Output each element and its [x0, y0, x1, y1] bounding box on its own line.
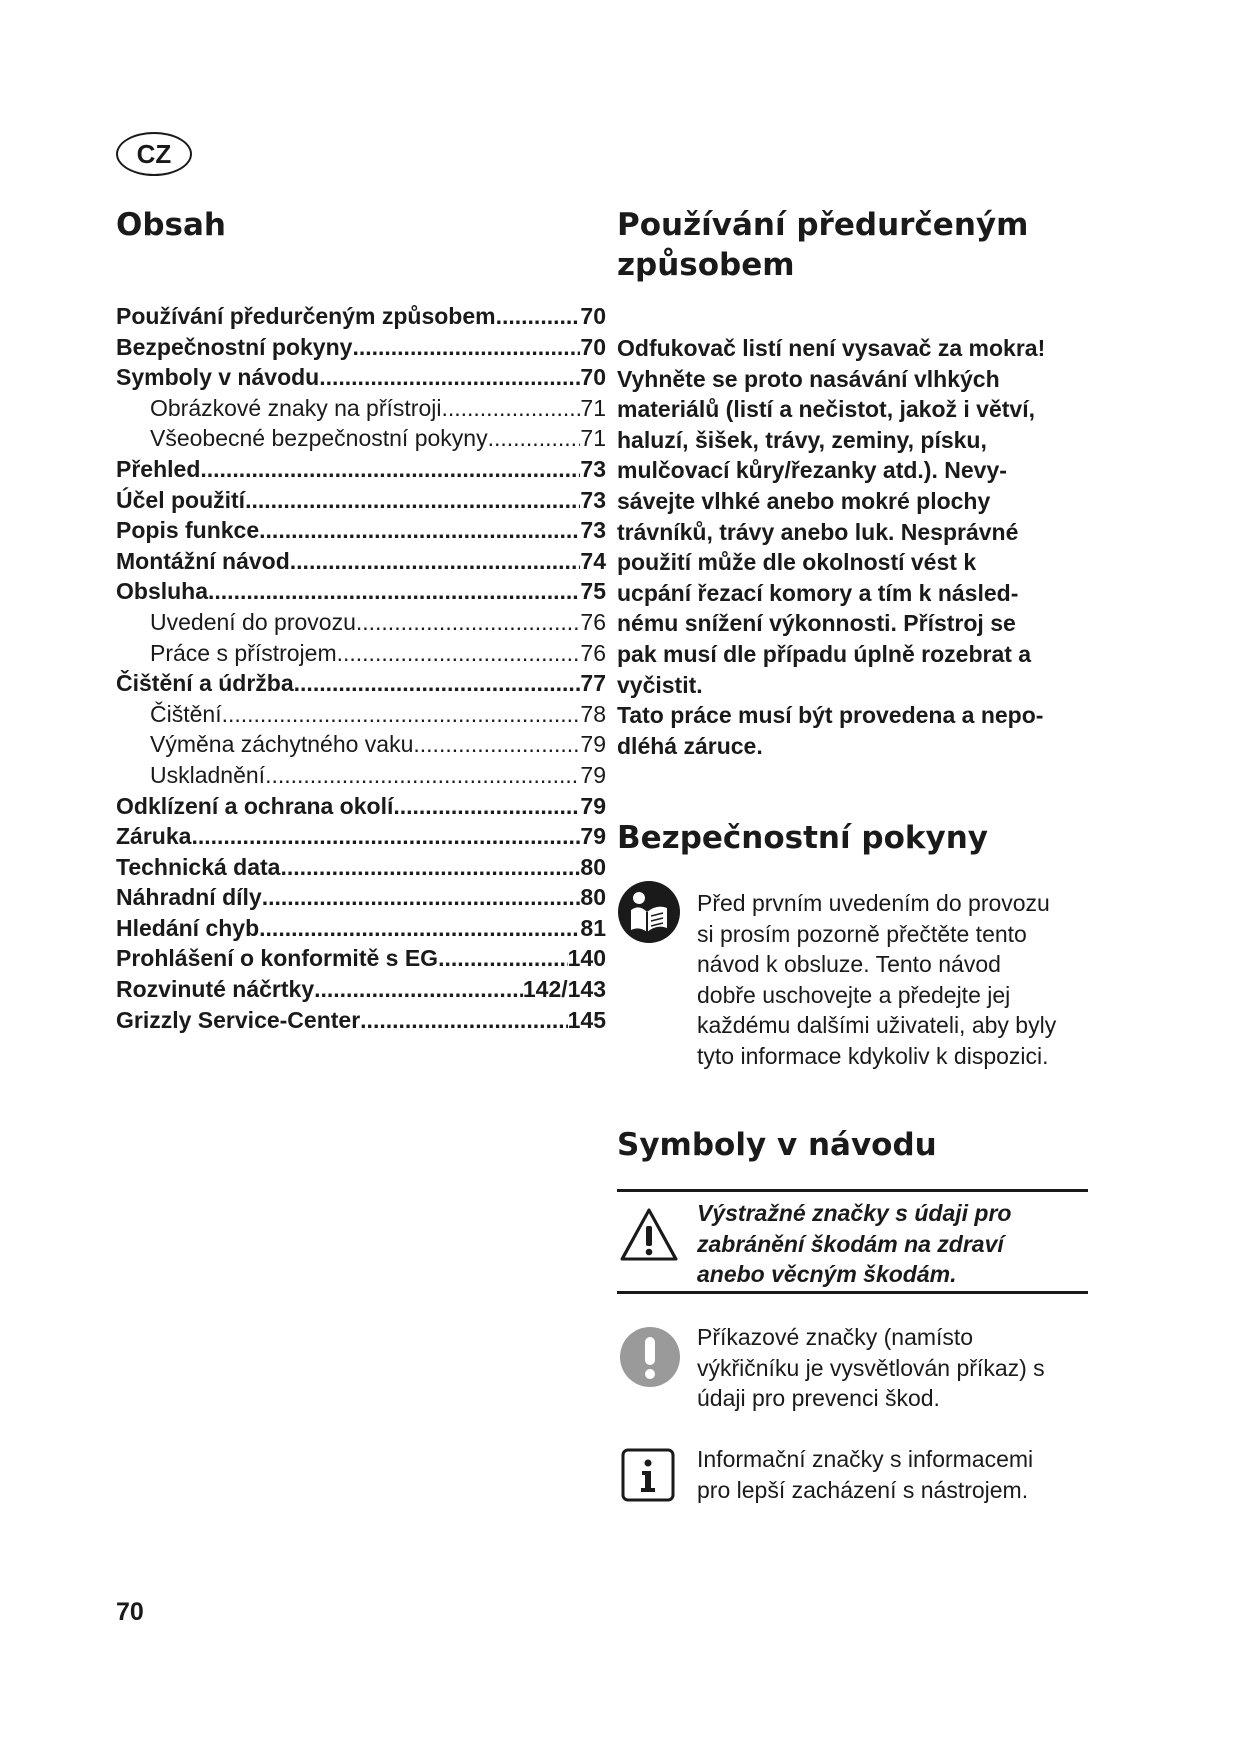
toc-leader-dots — [352, 334, 580, 361]
toc-entry-page: 73 — [580, 517, 606, 544]
intended-use-heading-line2: způsobem — [617, 247, 795, 283]
toc-entry-page: 76 — [580, 608, 606, 635]
toc-entry-page: 79 — [580, 731, 606, 758]
toc-entry-title: Uvedení do provozu — [150, 608, 356, 635]
safety-line: dobře uschovejte a předejte jej — [697, 981, 1011, 1008]
intended-use-line: nému snížení výkonnosti. Přístroj se — [617, 610, 1016, 637]
toc-entry-page: 73 — [580, 455, 606, 482]
toc-entry-page: 70 — [580, 333, 606, 360]
toc-entry-title: Všeobecné bezpečnostní pokyny — [150, 425, 488, 452]
safety-line: Před prvním uvedením do provozu — [697, 890, 1050, 916]
intended-use-text — [617, 333, 1137, 761]
safety-line: tyto informace kdykoliv k dispozici. — [697, 1042, 1049, 1069]
toc-leader-dots — [496, 303, 581, 330]
toc-entry-page: 79 — [580, 823, 606, 850]
toc-leader-dots — [259, 915, 580, 942]
toc-entry-title: Montážní návod — [116, 547, 290, 574]
toc-entry-page: 76 — [580, 639, 606, 666]
toc-entry[interactable] — [116, 670, 606, 701]
toc-entry[interactable] — [116, 701, 606, 732]
toc-entry[interactable] — [116, 976, 606, 1007]
toc-entry[interactable] — [116, 334, 606, 365]
toc-entry[interactable] — [116, 456, 606, 487]
info-icon — [621, 1448, 675, 1502]
table-of-contents — [116, 303, 606, 1037]
toc-entry-page: 145 — [567, 1006, 606, 1033]
toc-entry-title: Hledání chyb — [116, 914, 260, 941]
toc-entry[interactable] — [116, 487, 606, 518]
toc-entry-title: Prohlášení o konformitě s EG — [116, 945, 439, 972]
toc-entry-title: Záruka — [116, 823, 192, 850]
mandatory-line: Příkazové značky (namísto — [697, 1324, 974, 1350]
info-line: Informační značky s informacemi — [697, 1446, 1034, 1472]
toc-entry-title: Čištění a údržba — [116, 670, 294, 697]
toc-entry-title: Práce s přístrojem — [150, 639, 337, 666]
intended-use-line: Odfukovač listí není vysavač za mokra! — [617, 335, 1046, 361]
toc-entry-page: 77 — [580, 670, 606, 697]
toc-entry-page: 70 — [580, 364, 606, 391]
intended-use-line: trávníků, trávy anebo luk. Nesprávné — [617, 518, 1019, 545]
info-line: pro lepší zacházení s nástrojem. — [697, 1476, 1029, 1503]
toc-entry-title: Náhradní díly — [116, 884, 262, 911]
warning-line: Výstražné značky s údaji pro — [697, 1200, 1012, 1226]
toc-entry-page: 79 — [580, 761, 606, 788]
symbols-heading: Symboly v návodu — [617, 1127, 937, 1163]
toc-entry[interactable] — [116, 425, 606, 456]
toc-entry-title: Bezpečnostní pokyny — [116, 333, 353, 360]
toc-entry[interactable] — [116, 915, 606, 946]
toc-entry[interactable] — [116, 517, 606, 548]
toc-entry[interactable] — [116, 762, 606, 793]
intended-use-line: haluzí, šišek, trávy, zeminy, písku, — [617, 426, 987, 453]
toc-entry-title: Symboly v návodu — [116, 364, 320, 391]
toc-leader-dots — [488, 425, 581, 452]
toc-leader-dots — [337, 640, 581, 667]
toc-entry-page: 75 — [580, 578, 606, 605]
safety-line: návod k obsluze. Tento návod — [697, 951, 1001, 978]
toc-leader-dots — [441, 395, 580, 422]
warning-triangle-icon — [619, 1207, 679, 1263]
toc-entry-title: Technická data — [116, 853, 281, 880]
country-badge: CZ — [116, 132, 192, 176]
toc-leader-dots — [262, 884, 581, 911]
safety-line: si prosím pozorně přečtěte tento — [697, 920, 1027, 947]
toc-entry-page: 71 — [580, 425, 606, 452]
toc-leader-dots — [356, 609, 581, 636]
toc-leader-dots — [413, 731, 580, 758]
toc-entry[interactable] — [116, 793, 606, 824]
toc-leader-dots — [294, 670, 581, 697]
mandatory-line: výkřičníku je vysvětlován příkaz) s — [697, 1354, 1045, 1381]
toc-entry-title: Čištění — [150, 700, 222, 727]
toc-entry[interactable] — [116, 303, 606, 334]
intended-use-line: vyčistit. — [617, 671, 703, 698]
intended-use-line: ucpání řezací komory a tím k násled- — [617, 579, 1019, 606]
toc-leader-dots — [290, 548, 581, 575]
toc-entry-page: 79 — [580, 792, 606, 819]
safety-text — [697, 888, 1117, 1072]
toc-entry[interactable] — [116, 731, 606, 762]
toc-entry-title: Rozvinuté náčrtky — [116, 976, 315, 1003]
toc-entry-title: Účel použití — [116, 486, 246, 513]
intended-use-section — [617, 205, 1137, 285]
toc-entry-title: Používání předurčeným způsobem — [116, 303, 496, 329]
toc-entry[interactable] — [116, 548, 606, 579]
safety-heading: Bezpečnostní pokyny — [617, 820, 989, 856]
toc-entry-page: 71 — [580, 394, 606, 421]
toc-leader-dots — [265, 762, 580, 789]
toc-leader-dots — [393, 793, 580, 820]
warning-text — [697, 1198, 1097, 1290]
toc-entry[interactable] — [116, 578, 606, 609]
toc-entry-title: Obrázkové znaky na přístroji — [150, 394, 442, 421]
intended-use-line: Vyhněte se proto nasávání vlhkých — [617, 365, 1000, 392]
intended-use-line: pak musí dle případu úplně rozebrat a — [617, 640, 1032, 667]
toc-entry[interactable] — [116, 823, 606, 854]
intended-use-line: dléhá záruce. — [617, 732, 763, 759]
toc-leader-dots — [438, 945, 568, 972]
toc-leader-dots — [259, 517, 580, 544]
divider-bottom — [617, 1291, 1088, 1294]
toc-entry[interactable] — [116, 854, 606, 885]
exclamation-circle-icon — [619, 1326, 681, 1388]
toc-entry-page: 140 — [567, 945, 606, 972]
toc-entry[interactable] — [116, 945, 606, 976]
intended-use-line: materiálů (listí a nečistot, jakož i větví, — [617, 396, 1035, 423]
safety-line: každému dalšími uživateli, aby byly — [697, 1012, 1057, 1039]
toc-leader-dots — [222, 701, 581, 728]
toc-leader-dots — [191, 823, 580, 850]
toc-entry-title: Výměna záchytného vaku — [150, 731, 414, 758]
page-number: 70 — [116, 1598, 144, 1626]
toc-entry-title: Přehled — [116, 455, 201, 482]
divider-top — [617, 1189, 1088, 1192]
toc-entry-page: 80 — [580, 853, 606, 880]
toc-leader-dots — [280, 854, 580, 881]
mandatory-line: údaji pro prevenci škod. — [697, 1385, 940, 1412]
toc-leader-dots — [360, 1007, 567, 1034]
intended-use-line: sávejte vlhké anebo mokré plochy — [617, 487, 991, 514]
toc-entry-page: 74 — [580, 547, 606, 574]
warning-line: anebo věcným škodám. — [697, 1261, 957, 1288]
toc-leader-dots — [314, 976, 523, 1003]
toc-entry[interactable] — [116, 609, 606, 640]
intended-use-line: mulčovací kůry/řezanky atd.). Nevy- — [617, 457, 1007, 484]
toc-entry-page: 73 — [580, 486, 606, 513]
intended-use-line: použití může dle okolností vést k — [617, 549, 977, 576]
toc-entry-title: Odklízení a ochrana okolí — [116, 792, 394, 819]
mandatory-text — [697, 1322, 1117, 1414]
toc-entry-title: Grizzly Service-Center — [116, 1006, 361, 1033]
toc-entry-title: Uskladnění — [150, 761, 266, 788]
toc-leader-dots — [319, 364, 580, 391]
toc-entry-page: 81 — [580, 914, 606, 941]
toc-entry[interactable] — [116, 1007, 606, 1038]
toc-entry[interactable] — [116, 884, 606, 915]
toc-entry-page: 70 — [580, 303, 606, 329]
warning-line: zabránění škodám na zdraví — [697, 1230, 1004, 1257]
toc-entry[interactable] — [116, 640, 606, 671]
toc-entry-page: 142/143 — [522, 976, 606, 1003]
toc-entry-page: 80 — [580, 884, 606, 911]
intended-use-heading — [617, 205, 1137, 285]
info-text — [697, 1444, 1117, 1505]
intended-use-heading-line1: Používání předurčeným — [617, 207, 1029, 243]
toc-entry-title: Obsluha — [116, 578, 209, 605]
toc-leader-dots — [245, 487, 580, 514]
toc-entry[interactable] — [116, 364, 606, 395]
toc-leader-dots — [200, 456, 580, 483]
toc-entry-title: Popis funkce — [116, 517, 260, 544]
toc-heading: Obsah — [116, 207, 226, 243]
toc-entry[interactable] — [116, 395, 606, 426]
intended-use-line: Tato práce musí být provedena a nepo- — [617, 702, 1044, 729]
toc-entry-page: 78 — [580, 700, 606, 727]
toc-leader-dots — [208, 578, 580, 605]
read-manual-icon — [617, 880, 681, 944]
